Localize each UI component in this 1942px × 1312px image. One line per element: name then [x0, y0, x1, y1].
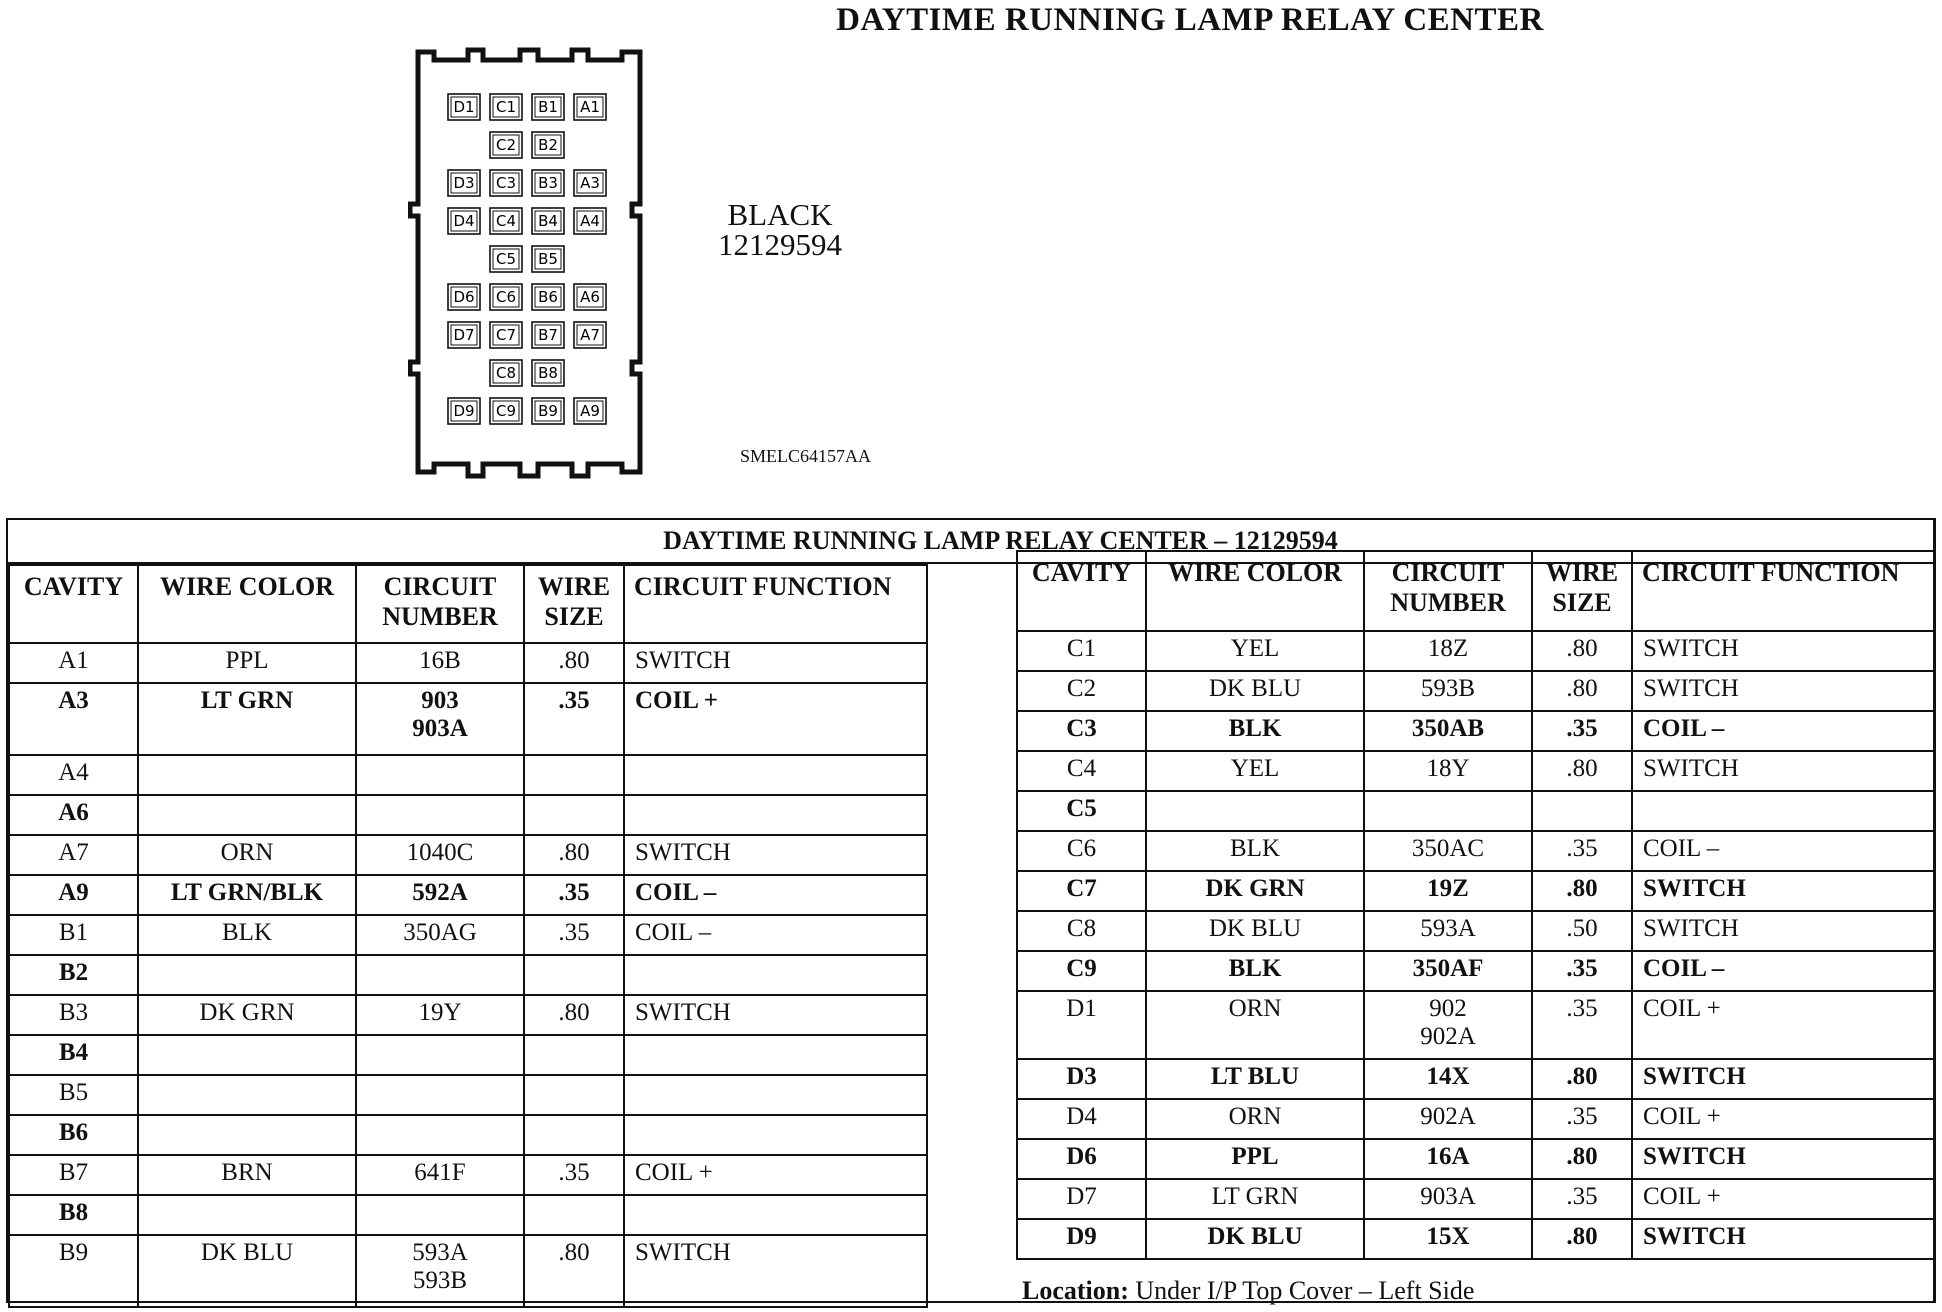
cell-circuit-function: COIL –	[1632, 831, 1935, 871]
cell-circuit-number	[1364, 991, 1532, 1059]
cell-circuit-number	[1364, 871, 1532, 911]
cell-wire-size: .80	[1532, 1219, 1632, 1259]
cell-wire-size	[524, 955, 624, 995]
cavity-label: C4	[495, 212, 517, 230]
cell-wire-size: .80	[1532, 751, 1632, 791]
cell-wire-color: LT GRN/BLK	[138, 875, 356, 915]
cell-wire-color	[138, 755, 356, 795]
table-row	[9, 643, 927, 683]
table-row	[9, 795, 927, 835]
cavity-label: A3	[580, 174, 600, 192]
cell-cavity: B8	[9, 1195, 138, 1235]
circuit-number: 1040C	[406, 839, 474, 866]
cell-wire-size: .80	[524, 995, 624, 1035]
cell-wire-size	[524, 1115, 624, 1155]
circuit-number: 593B	[1420, 675, 1476, 702]
cell-cavity: D6	[1017, 1139, 1146, 1179]
cavity-label: B4	[538, 212, 558, 230]
cell-circuit-function: COIL +	[1632, 1099, 1935, 1139]
cavity-label: A1	[580, 98, 600, 116]
cell-circuit-number	[356, 835, 524, 875]
cell-circuit-number	[1364, 631, 1532, 671]
header-circuit-function: CIRCUIT FUNCTION	[1632, 551, 1935, 631]
header-circuit-line1: CIRCUIT	[383, 572, 497, 601]
cell-circuit-function: SWITCH	[1632, 1139, 1935, 1179]
cell-wire-color: YEL	[1146, 631, 1364, 671]
cavity-label: B8	[538, 364, 558, 382]
cell-cavity: A3	[9, 683, 138, 755]
cell-wire-size: .80	[524, 1235, 624, 1307]
cell-circuit-function: COIL –	[624, 875, 927, 915]
header-size-line1: WIRE	[1545, 558, 1619, 587]
cavity-label: B2	[538, 136, 558, 154]
cell-wire-size: .35	[1532, 991, 1632, 1059]
cell-wire-color: DK BLU	[1146, 1219, 1364, 1259]
circuit-number: 350AG	[403, 919, 477, 946]
table-row	[1017, 1219, 1935, 1259]
cavity-label: C6	[495, 288, 517, 306]
header-circuit-line1: CIRCUIT	[1391, 558, 1505, 587]
cell-cavity: B4	[9, 1035, 138, 1075]
cavity-label: D9	[453, 402, 475, 420]
cell-cavity: B3	[9, 995, 138, 1035]
header-wire-size	[1532, 551, 1632, 631]
cell-wire-color	[1146, 791, 1364, 831]
cavity-label: A9	[580, 402, 600, 420]
circuit-number: 350AF	[1412, 955, 1484, 982]
table-row	[1017, 831, 1935, 871]
cell-wire-color: ORN	[138, 835, 356, 875]
table-row	[9, 755, 927, 795]
cell-wire-size: .80	[1532, 631, 1632, 671]
cell-cavity: B1	[9, 915, 138, 955]
cell-circuit-function: SWITCH	[1632, 1219, 1935, 1259]
header-circuit-number	[1364, 551, 1532, 631]
location-value: Under I/P Top Cover – Left Side	[1135, 1276, 1475, 1305]
cell-circuit-function: SWITCH	[624, 1235, 927, 1307]
table-body-left	[9, 643, 927, 1307]
circuit-number: 902A	[1420, 1103, 1476, 1130]
cell-circuit-number	[356, 955, 524, 995]
cell-cavity: B5	[9, 1075, 138, 1115]
cell-cavity: D1	[1017, 991, 1146, 1059]
cell-cavity: C7	[1017, 871, 1146, 911]
cavity-label: B6	[538, 288, 558, 306]
cell-wire-color: BRN	[138, 1155, 356, 1195]
cavity-label: D7	[453, 326, 475, 344]
cell-wire-color: DK BLU	[1146, 671, 1364, 711]
cell-wire-size	[1532, 791, 1632, 831]
cell-circuit-number	[356, 915, 524, 955]
cell-wire-size	[524, 795, 624, 835]
cell-wire-color	[138, 1195, 356, 1235]
cell-wire-size: .35	[524, 875, 624, 915]
table-row	[9, 1035, 927, 1075]
header-size-line2: SIZE	[544, 602, 604, 631]
cell-circuit-number	[356, 1235, 524, 1307]
cell-cavity: C4	[1017, 751, 1146, 791]
circuit-number: 14X	[1426, 1063, 1470, 1090]
circuit-number-secondary: 903A	[412, 715, 468, 742]
table-row	[9, 1195, 927, 1235]
cell-cavity: A9	[9, 875, 138, 915]
cavity-label: D6	[453, 288, 475, 306]
circuit-number-secondary: 902A	[1420, 1023, 1476, 1050]
cell-circuit-function: COIL +	[624, 683, 927, 755]
cell-cavity: B2	[9, 955, 138, 995]
cavity-label: B1	[538, 98, 558, 116]
cell-wire-color	[138, 1075, 356, 1115]
cell-circuit-number	[1364, 911, 1532, 951]
connector-color-block	[690, 197, 870, 262]
cell-circuit-function: SWITCH	[624, 995, 927, 1035]
table-row	[9, 683, 927, 755]
cell-wire-color	[138, 1035, 356, 1075]
cell-cavity: B7	[9, 1155, 138, 1195]
cell-circuit-function: SWITCH	[1632, 631, 1935, 671]
cell-circuit-number	[1364, 791, 1532, 831]
cell-circuit-function	[624, 1195, 927, 1235]
table-row	[1017, 791, 1935, 831]
location-note	[1022, 1276, 1474, 1306]
connector-outline-svg	[408, 44, 648, 484]
header-wire-size	[524, 565, 624, 643]
cell-wire-color: PPL	[1146, 1139, 1364, 1179]
circuit-number: 903	[421, 687, 459, 714]
cell-circuit-function: SWITCH	[624, 643, 927, 683]
header-circuit-number	[356, 565, 524, 643]
cell-cavity: B6	[9, 1115, 138, 1155]
table-row	[1017, 951, 1935, 991]
cell-circuit-number	[356, 1035, 524, 1075]
cell-wire-size	[524, 1075, 624, 1115]
cell-wire-color: BLK	[1146, 951, 1364, 991]
cell-circuit-function: COIL +	[1632, 1179, 1935, 1219]
table-row	[1017, 751, 1935, 791]
cell-wire-size: .35	[524, 683, 624, 755]
cell-cavity: D4	[1017, 1099, 1146, 1139]
cavity-label: A6	[580, 288, 600, 306]
table-row	[1017, 1179, 1935, 1219]
cell-circuit-function: SWITCH	[1632, 911, 1935, 951]
cell-circuit-function: COIL –	[1632, 711, 1935, 751]
circuit-number: 16B	[419, 647, 461, 674]
circuit-number: 19Y	[418, 999, 462, 1026]
location-label: Location:	[1022, 1276, 1129, 1305]
cell-cavity: A1	[9, 643, 138, 683]
cell-circuit-number	[356, 995, 524, 1035]
cell-circuit-number	[1364, 1139, 1532, 1179]
cavity-label: C3	[495, 174, 517, 192]
cell-circuit-number	[1364, 1219, 1532, 1259]
cell-circuit-function	[624, 1115, 927, 1155]
cell-wire-size	[524, 1195, 624, 1235]
cell-circuit-function: SWITCH	[1632, 1059, 1935, 1099]
cell-circuit-number	[356, 795, 524, 835]
circuit-number: 592A	[412, 879, 468, 906]
circuit-number: 902	[1429, 995, 1467, 1022]
table-row	[9, 955, 927, 995]
cavity-label: C9	[495, 402, 517, 420]
cell-wire-size: .80	[1532, 1059, 1632, 1099]
cell-cavity: C9	[1017, 951, 1146, 991]
cell-circuit-number	[356, 1195, 524, 1235]
table-row	[9, 1115, 927, 1155]
cell-cavity: C2	[1017, 671, 1146, 711]
cell-circuit-number	[1364, 1059, 1532, 1099]
cell-wire-size: .35	[1532, 1099, 1632, 1139]
cell-circuit-number	[1364, 831, 1532, 871]
cell-circuit-function: COIL +	[624, 1155, 927, 1195]
cell-circuit-number	[356, 755, 524, 795]
header-cavity: CAVITY	[1017, 551, 1146, 631]
header-wire-color: WIRE COLOR	[138, 565, 356, 643]
cell-wire-color: ORN	[1146, 1099, 1364, 1139]
cell-wire-color: LT BLU	[1146, 1059, 1364, 1099]
cell-circuit-function	[624, 1075, 927, 1115]
cell-wire-color: DK GRN	[1146, 871, 1364, 911]
cell-wire-size: .80	[524, 835, 624, 875]
cell-wire-color: ORN	[1146, 991, 1364, 1059]
table-title: DAYTIME RUNNING LAMP RELAY CENTER – 12129594	[663, 526, 1338, 555]
cell-cavity: A6	[9, 795, 138, 835]
header-size-line2: SIZE	[1552, 588, 1612, 617]
table-row	[9, 995, 927, 1035]
circuit-number: 593A	[412, 1239, 468, 1266]
cell-cavity: D9	[1017, 1219, 1146, 1259]
table-row	[1017, 631, 1935, 671]
cell-circuit-function: SWITCH	[1632, 751, 1935, 791]
cell-cavity: C1	[1017, 631, 1146, 671]
cavity-label: B9	[538, 402, 558, 420]
cell-circuit-number	[356, 1155, 524, 1195]
table-row	[9, 835, 927, 875]
table-row	[1017, 1099, 1935, 1139]
cell-wire-size: .35	[1532, 711, 1632, 751]
cell-circuit-function	[624, 795, 927, 835]
cell-wire-size: .80	[1532, 871, 1632, 911]
cavity-label: C7	[495, 326, 517, 344]
cavity-label: C1	[495, 98, 517, 116]
cell-circuit-function	[624, 955, 927, 995]
cell-circuit-number	[1364, 1099, 1532, 1139]
circuit-number: 593A	[1420, 915, 1476, 942]
cell-cavity: A7	[9, 835, 138, 875]
circuit-number-secondary: 593B	[412, 1267, 468, 1294]
cavity-label: A7	[580, 326, 600, 344]
table-row	[9, 1155, 927, 1195]
cell-circuit-number	[356, 683, 524, 755]
cell-cavity: D3	[1017, 1059, 1146, 1099]
cell-cavity: C5	[1017, 791, 1146, 831]
table-row	[9, 915, 927, 955]
table-row	[1017, 911, 1935, 951]
cell-wire-color: DK BLU	[1146, 911, 1364, 951]
cell-circuit-function: COIL –	[1632, 951, 1935, 991]
circuit-number: 350AB	[1411, 715, 1485, 742]
cell-circuit-function	[624, 755, 927, 795]
cell-wire-size: .35	[1532, 1179, 1632, 1219]
pinout-table-right	[1016, 550, 1936, 1260]
cell-wire-color: BLK	[1146, 711, 1364, 751]
header-cavity: CAVITY	[9, 565, 138, 643]
cavity-label: B3	[538, 174, 558, 192]
cell-cavity: A4	[9, 755, 138, 795]
cell-cavity: C6	[1017, 831, 1146, 871]
table-row	[9, 1235, 927, 1307]
cell-wire-color: DK BLU	[138, 1235, 356, 1307]
table-row	[9, 875, 927, 915]
table-header-row	[9, 565, 927, 643]
cell-wire-size: .50	[1532, 911, 1632, 951]
cell-wire-size: .80	[1532, 1139, 1632, 1179]
cell-circuit-function	[1632, 791, 1935, 831]
header-circuit-line2: NUMBER	[382, 602, 498, 631]
cell-cavity: D7	[1017, 1179, 1146, 1219]
cavity-label: C5	[495, 250, 517, 268]
cell-wire-color	[138, 1115, 356, 1155]
header-wire-color: WIRE COLOR	[1146, 551, 1364, 631]
cell-circuit-function: SWITCH	[1632, 871, 1935, 911]
cavity-label: D1	[453, 98, 475, 116]
header-circuit-line2: NUMBER	[1390, 588, 1506, 617]
cell-circuit-function: COIL –	[624, 915, 927, 955]
cell-circuit-number	[1364, 1179, 1532, 1219]
cell-wire-color	[138, 795, 356, 835]
header-size-line1: WIRE	[537, 572, 611, 601]
cell-circuit-function	[624, 1035, 927, 1075]
cavity-label: B7	[538, 326, 558, 344]
header-circuit-function: CIRCUIT FUNCTION	[624, 565, 927, 643]
table-header-row	[1017, 551, 1935, 631]
cavity-label: B5	[538, 250, 558, 268]
cell-wire-size	[524, 1035, 624, 1075]
cell-wire-color: LT GRN	[1146, 1179, 1364, 1219]
cell-wire-size: .35	[524, 1155, 624, 1195]
circuit-number: 16A	[1426, 1143, 1470, 1170]
cell-wire-size: .35	[1532, 951, 1632, 991]
cell-circuit-function: COIL +	[1632, 991, 1935, 1059]
cell-circuit-number	[356, 643, 524, 683]
cell-circuit-number	[1364, 711, 1532, 751]
cell-wire-color	[138, 955, 356, 995]
cell-circuit-function: SWITCH	[1632, 671, 1935, 711]
cell-wire-color: BLK	[138, 915, 356, 955]
circuit-number: 641F	[414, 1159, 466, 1186]
cell-wire-color: BLK	[1146, 831, 1364, 871]
cavity-label: D4	[453, 212, 475, 230]
connector-face-diagram	[408, 44, 648, 484]
cell-circuit-number	[1364, 751, 1532, 791]
circuit-number: 18Y	[1426, 755, 1470, 782]
cell-wire-color: YEL	[1146, 751, 1364, 791]
circuit-number: 903A	[1420, 1183, 1476, 1210]
table-row	[1017, 1139, 1935, 1179]
table-body-right	[1017, 631, 1935, 1259]
cell-circuit-number	[356, 875, 524, 915]
pinout-table-left	[8, 564, 928, 1308]
cavity-label: C2	[495, 136, 517, 154]
table-row	[1017, 1059, 1935, 1099]
cavity-label: C8	[495, 364, 517, 382]
table-row	[1017, 871, 1935, 911]
cell-wire-size: .35	[1532, 831, 1632, 871]
cell-circuit-number	[356, 1075, 524, 1115]
cell-circuit-number	[356, 1115, 524, 1155]
cell-cavity: B9	[9, 1235, 138, 1307]
connector-color: BLACK	[727, 197, 833, 232]
cell-wire-size: .80	[1532, 671, 1632, 711]
connector-part-number: 12129594	[718, 227, 842, 262]
table-row	[1017, 991, 1935, 1059]
cell-wire-color: PPL	[138, 643, 356, 683]
circuit-number: 350AC	[1411, 835, 1485, 862]
cell-wire-size: .35	[524, 915, 624, 955]
page-title: DAYTIME RUNNING LAMP RELAY CENTER	[836, 2, 1544, 38]
cell-circuit-function: SWITCH	[624, 835, 927, 875]
cell-circuit-number	[1364, 951, 1532, 991]
cell-wire-size	[524, 755, 624, 795]
circuit-number: 15X	[1426, 1223, 1470, 1250]
cell-wire-color: DK GRN	[138, 995, 356, 1035]
cavity-group	[448, 94, 606, 424]
cell-cavity: C3	[1017, 711, 1146, 751]
circuit-number: 19Z	[1427, 875, 1469, 902]
figure-id: SMELC64157AA	[740, 446, 872, 466]
circuit-number: 18Z	[1427, 635, 1469, 662]
cell-circuit-number	[1364, 671, 1532, 711]
cell-cavity: C8	[1017, 911, 1146, 951]
cavity-label: D3	[453, 174, 475, 192]
table-row	[1017, 671, 1935, 711]
table-row	[9, 1075, 927, 1115]
cell-wire-size: .80	[524, 643, 624, 683]
cavity-label: A4	[580, 212, 600, 230]
cell-wire-color: LT GRN	[138, 683, 356, 755]
table-row	[1017, 711, 1935, 751]
